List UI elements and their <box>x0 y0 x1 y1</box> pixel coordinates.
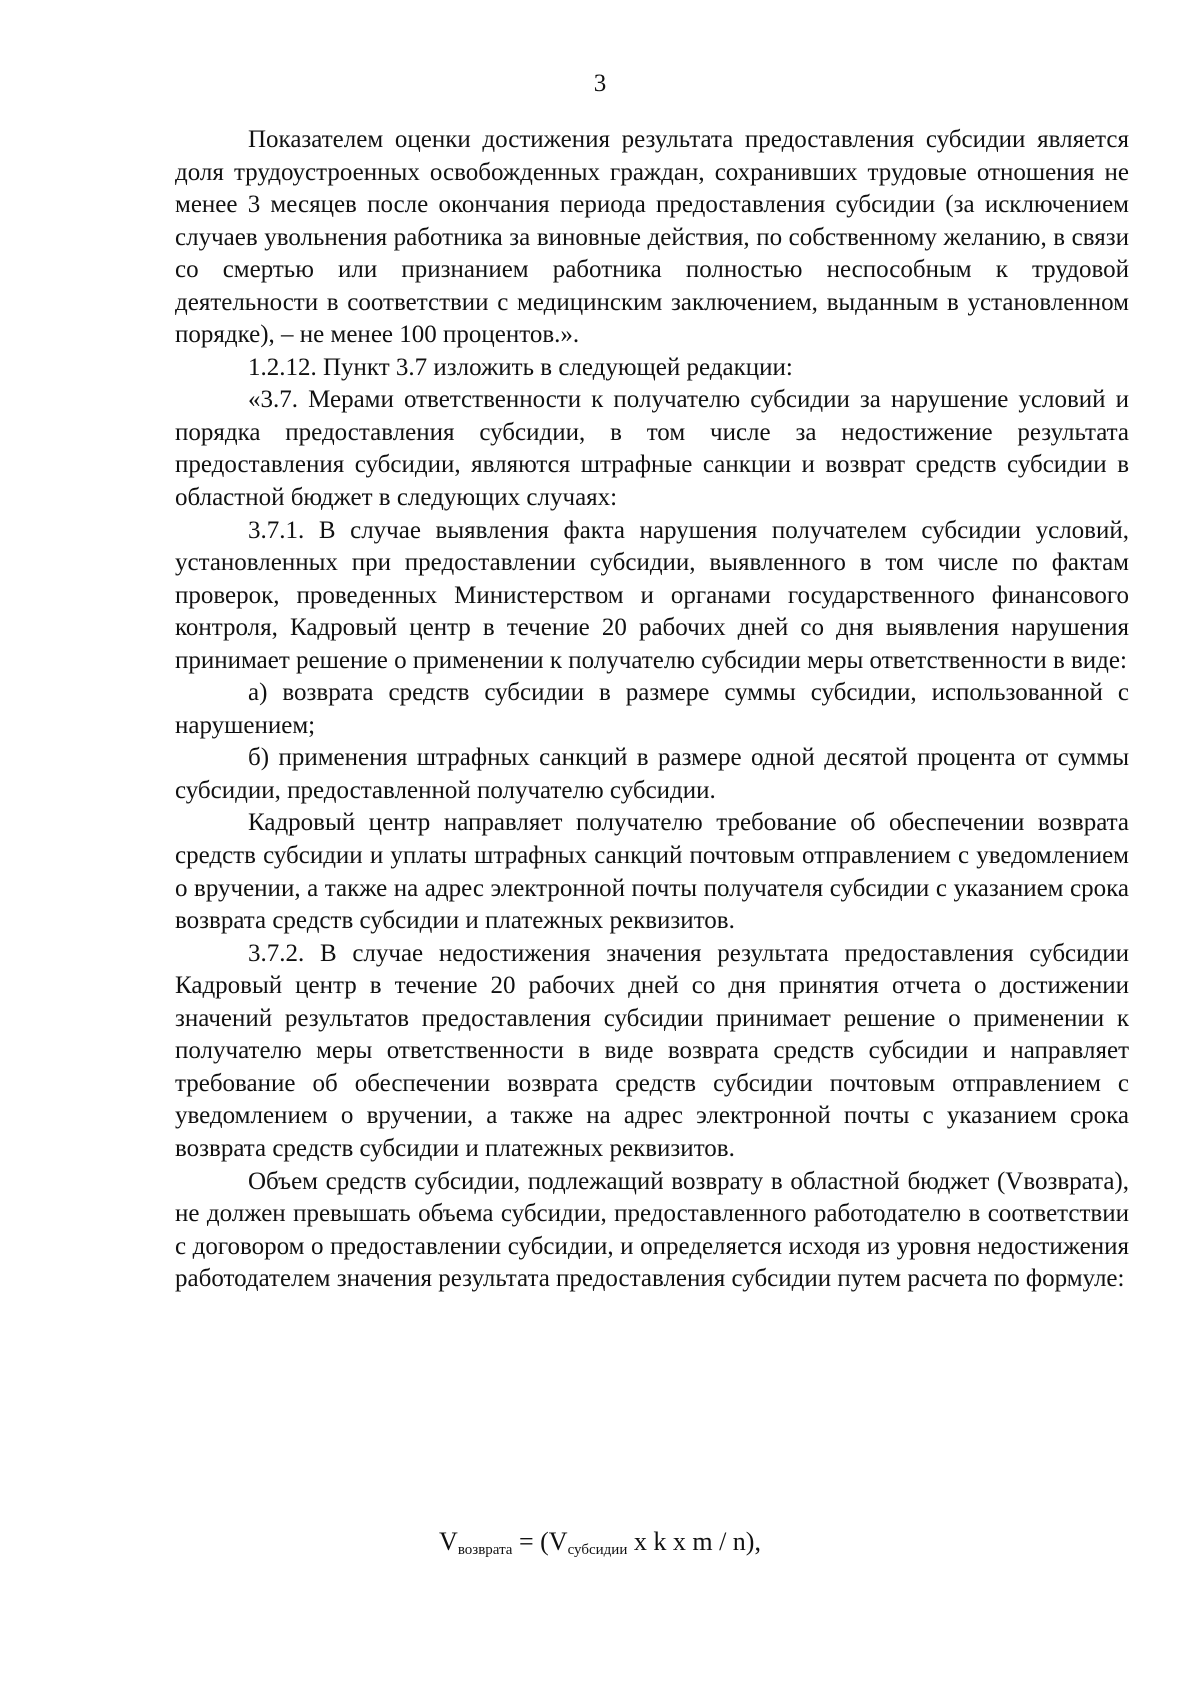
refund-formula <box>0 1525 1200 1559</box>
formula-equals: = ( <box>512 1527 549 1556</box>
paragraph-clause-3-7-2: 3.7.2. В случае недостижения значения результата предоставления субсидии Кадровый центр в течение 20 рабочих дней со дня принятия отчета о достижении значений результатов предоставления субсидии принимает решение о применении к получателю меры ответственности в виде возврата средств субсидии и направляет требование об обеспечении возврата средств субсидии почтовым отправлением с уведомлением о вручении, а также на адрес электронной почты с указанием срока возврата средств субсидии и платежных реквизитов. <box>175 939 1129 1162</box>
paragraph-clause-3-7: «3.7. Мерами ответственности к получателю субсидии за нарушение условий и порядка предоставления субсидии, в том числе за недостижение результата предоставления субсидии, являются штрафные санкции и возврат средств субсидии в областной бюджет в следующих случаях: <box>175 386 1129 512</box>
formula-rhs-rest: x k x m / n), <box>627 1527 761 1556</box>
formula-lhs-symbol: V <box>439 1527 458 1556</box>
document-body <box>175 124 1129 1296</box>
formula-lhs-subscript: возврата <box>457 1542 513 1558</box>
paragraph-refund-volume: Объем средств субсидии, подлежащий возврату в областной бюджет (Vвозврата), не должен превышать объема субсидии, предоставленного работодателю в соответствии с договором о предоставлении субсидии, и определяется исходя из уровня недостижения работодателем значения результата предоставления субсидии путем расчета по формуле: <box>175 1167 1129 1293</box>
page-number: 3 <box>593 70 607 97</box>
paragraph-demand-notice: Кадровый центр направляет получателю требование об обеспечении возврата средств субсидии и уплаты штрафных санкций почтовым отправлением с уведомлением о вручении, а также на адрес электронной почты получателя субсидии с указанием срока возврата средств субсидии и платежных реквизитов. <box>175 809 1129 935</box>
paragraph-clause-3-7-1: 3.7.1. В случае выявления факта нарушения получателем субсидии условий, установленных при предоставлении субсидии, выявленного в том числе по фактам проверок, проведенных Министерством и органами государственного финансового контроля, Кадровый центр в течение 20 рабочих дней со дня выявления нарушения принимает решение о применении к получателю субсидии меры ответственности в виде: <box>175 516 1129 674</box>
formula-rhs-symbol: V <box>548 1527 568 1556</box>
paragraph-item-b: б) применения штрафных санкций в размере одной десятой процента от суммы субсидии, предоставленной получателю субсидии. <box>175 744 1129 804</box>
paragraph-amendment-1-2-12: 1.2.12. Пункт 3.7 изложить в следующей редакции: <box>248 353 793 381</box>
formula-rhs-subscript: субсидии <box>567 1542 628 1558</box>
paragraph-item-a: а) возврата средств субсидии в размере суммы субсидии, использованной с нарушением; <box>175 679 1129 739</box>
paragraph-indicator: Показателем оценки достижения результата предоставления субсидии является доля трудоустроенных освобожденных граждан, сохранивших трудовые отношения не менее 3 месяцев после окончания периода предоставления субсидии (за исключением случаев увольнения работника за виновные действия, по собственному желанию, в связи со смертью или признанием работника полностью неспособным к трудовой деятельности в соответствии с медицинским заключением, выданным в установленном порядке), – не менее 100 процентов.». <box>175 126 1129 349</box>
